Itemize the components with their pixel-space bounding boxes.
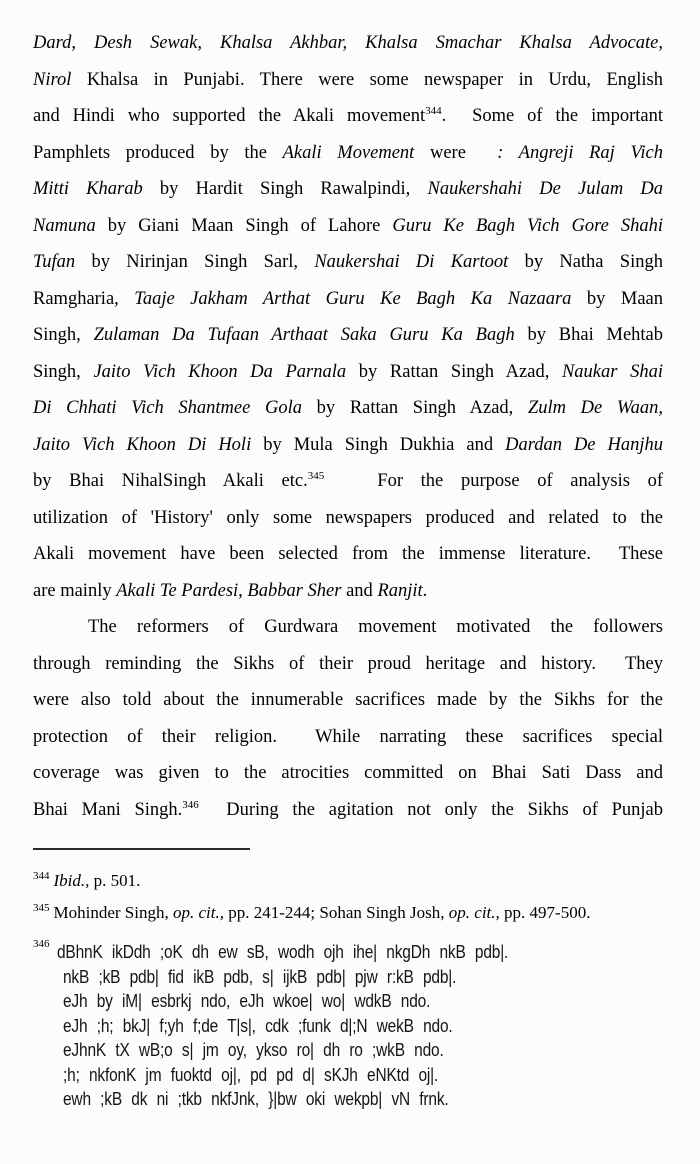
- footnote-text-run: Ibid.,: [53, 871, 90, 890]
- text-line: [33, 208, 663, 245]
- text-run: Khalsa in Punjabi. There were some newspaper in Urdu, English: [71, 69, 663, 90]
- text-run: protection of their religion. While narrating these sacrifices special: [33, 726, 663, 747]
- text-line: [33, 390, 663, 427]
- text-line: [33, 792, 663, 829]
- text-line: [33, 573, 663, 610]
- footnote-344: [33, 868, 663, 894]
- footnote-text-run: p. 501.: [89, 871, 141, 890]
- text-run: by Nirinjan Singh Sarl,: [75, 252, 315, 272]
- text-run: were: [414, 142, 498, 163]
- document-body: [33, 25, 663, 828]
- text-line: [33, 646, 663, 683]
- text-run: by Rattan Singh Azad,: [302, 398, 528, 418]
- paragraph: [33, 25, 663, 609]
- text-run: Akali Te Pardesi, Babbar Sher: [116, 580, 342, 601]
- text-run: by Giani Maan Singh of Lahore: [95, 215, 393, 236]
- text-line: [33, 682, 663, 719]
- footnote-marker: 344: [33, 870, 50, 883]
- text-line: [33, 354, 663, 391]
- text-run: Mitti Kharab: [33, 179, 143, 199]
- text-run: Nirol: [33, 69, 72, 90]
- text-line: [33, 171, 663, 208]
- text-line: [33, 609, 663, 646]
- text-run: Zulaman Da Tufaan Arthaat Saka Guru Ka Bagh: [93, 325, 515, 345]
- text-run: Jaito Vich Khoon Da Parnala: [93, 361, 347, 382]
- footnote-separator: [33, 848, 250, 850]
- text-line: [33, 755, 663, 792]
- text-run: Ramgharia,: [33, 288, 135, 309]
- punjabi-verse-line: eJh by iM| esbrkj ndo, eJh wkoe| wo| wdkB ndo.: [63, 991, 431, 1011]
- text-run: and: [341, 580, 378, 601]
- text-run: Pamphlets produced by the: [33, 142, 283, 163]
- text-line: [33, 98, 663, 135]
- text-run: Taaje Jakham Arthat Guru Ke Bagh Ka Nazaara: [134, 288, 572, 309]
- text-run: Jaito Vich Khoon Di Holi: [33, 434, 252, 455]
- paragraph: [33, 609, 663, 828]
- footnote-ref: 346: [182, 798, 199, 811]
- text-run: Dardan De Hanjhu: [505, 434, 664, 455]
- text-run: Bhai Mani Singh.: [33, 799, 183, 820]
- text-run: were also told about the innumerable sacrifices made by the Sikhs for the: [33, 690, 663, 710]
- text-run: Dard, Desh Sewak, Khalsa Akhbar, Khalsa Smachar Khalsa Advocate,: [33, 33, 663, 53]
- text-run: through reminding the Sikhs of their proud heritage and history. They: [33, 653, 663, 674]
- punjabi-verse-line: eJh ;h; bkJ| f;yh f;de T|s|, cdk ;funk d|;N wekB ndo.: [63, 1015, 453, 1036]
- footnote-text-run: Mohinder Singh,: [53, 903, 173, 922]
- text-run: Naukar Shai: [561, 361, 664, 382]
- text-run: Naukershahi De Julam Da: [427, 179, 664, 199]
- text-run: Akali movement have been selected from the immense literature. These: [33, 544, 663, 564]
- text-run: Namuna: [33, 215, 96, 236]
- text-run: utilization of 'History' only some newspapers produced and related to the: [33, 507, 663, 528]
- text-run: by Maan: [571, 288, 663, 309]
- text-run: Ranjit: [377, 580, 423, 601]
- footnote-ref: 344: [425, 104, 442, 117]
- footnote-text-run: op. cit.,: [172, 903, 224, 922]
- text-line: [33, 427, 663, 464]
- punjabi-verse-line: nkB ;kB pdb| fid ikB pdb, s| ijkB pdb| pjw r:kB pdb|.: [63, 966, 457, 987]
- text-run: Singh,: [33, 325, 94, 345]
- text-run: . Some of the important: [441, 106, 663, 126]
- text-line: [33, 500, 663, 537]
- text-run: Guru Ke Bagh Vich Gore Shahi: [392, 215, 663, 236]
- footnote-text-run: op. cit.,: [448, 903, 500, 922]
- footnote-text-run: pp. 497-500.: [499, 903, 591, 922]
- text-run: by Hardit Singh Rawalpindi,: [142, 179, 428, 199]
- text-run: by Bhai NihalSingh Akali etc.: [33, 471, 308, 491]
- punjabi-verse-line: dBhnK ikDdh ;oK dh ew sB, wodh ojh ihe| nkgDh nkB pdb|.: [57, 942, 509, 962]
- footnote-ref: 345: [307, 469, 325, 482]
- footnote-marker: 346: [33, 938, 50, 950]
- text-run: For the purpose of analysis of: [324, 471, 663, 491]
- footnote-346: [33, 940, 663, 1112]
- text-line: [33, 463, 663, 500]
- text-run: Tufan: [33, 252, 76, 272]
- text-run: are mainly: [33, 580, 117, 601]
- text-run: by Mula Singh Dukhia and: [251, 434, 506, 455]
- footnote-marker: 345: [33, 902, 50, 915]
- text-run: Singh,: [33, 361, 94, 382]
- text-run: coverage was given to the atrocities committed on Bhai Sati Dass and: [33, 763, 663, 783]
- text-run: Di Chhati Vich Shantmee Gola: [33, 398, 302, 418]
- text-run: Naukershai Di Kartoot: [314, 252, 509, 272]
- text-run: Zulm De Waan,: [527, 398, 663, 418]
- text-run: .: [422, 580, 428, 601]
- text-line: [33, 62, 663, 99]
- punjabi-verse-line: ;h; nkfonK jm fuoktd oj|, pd pd d| sKJh eNKtd oj|.: [63, 1064, 439, 1085]
- text-run: The reformers of Gurdwara movement motivated the followers: [88, 617, 663, 637]
- text-run: by Rattan Singh Azad,: [346, 361, 562, 382]
- footnote-text-run: pp. 241-244; Sohan Singh Josh,: [223, 903, 449, 922]
- text-line: [33, 135, 663, 172]
- text-run: by Bhai Mehtab: [514, 325, 664, 345]
- text-line: [33, 281, 663, 318]
- text-run: : Angreji Raj Vich: [497, 142, 663, 163]
- text-run: and Hindi who supported the Akali movement: [33, 106, 426, 126]
- punjabi-verse-line: eJhnK tX wB;o s| jm oy, ykso ro| dh ro ;wkB ndo.: [63, 1040, 444, 1060]
- text-run: Akali Movement: [282, 142, 415, 163]
- text-line: [33, 244, 663, 281]
- footnote-345: [33, 900, 663, 926]
- text-line: [33, 536, 663, 573]
- text-run: During the agitation not only the Sikhs of Punjab: [198, 799, 663, 820]
- text-line: [33, 317, 663, 354]
- footnotes-section: [33, 868, 663, 1112]
- punjabi-verse-line: ewh ;kB dk ni ;tkb nkfJnk, }|bw oki wekpb| vN frnk.: [63, 1089, 449, 1109]
- text-run: by Natha Singh: [508, 252, 663, 272]
- text-line: [33, 25, 663, 62]
- text-line: [33, 719, 663, 756]
